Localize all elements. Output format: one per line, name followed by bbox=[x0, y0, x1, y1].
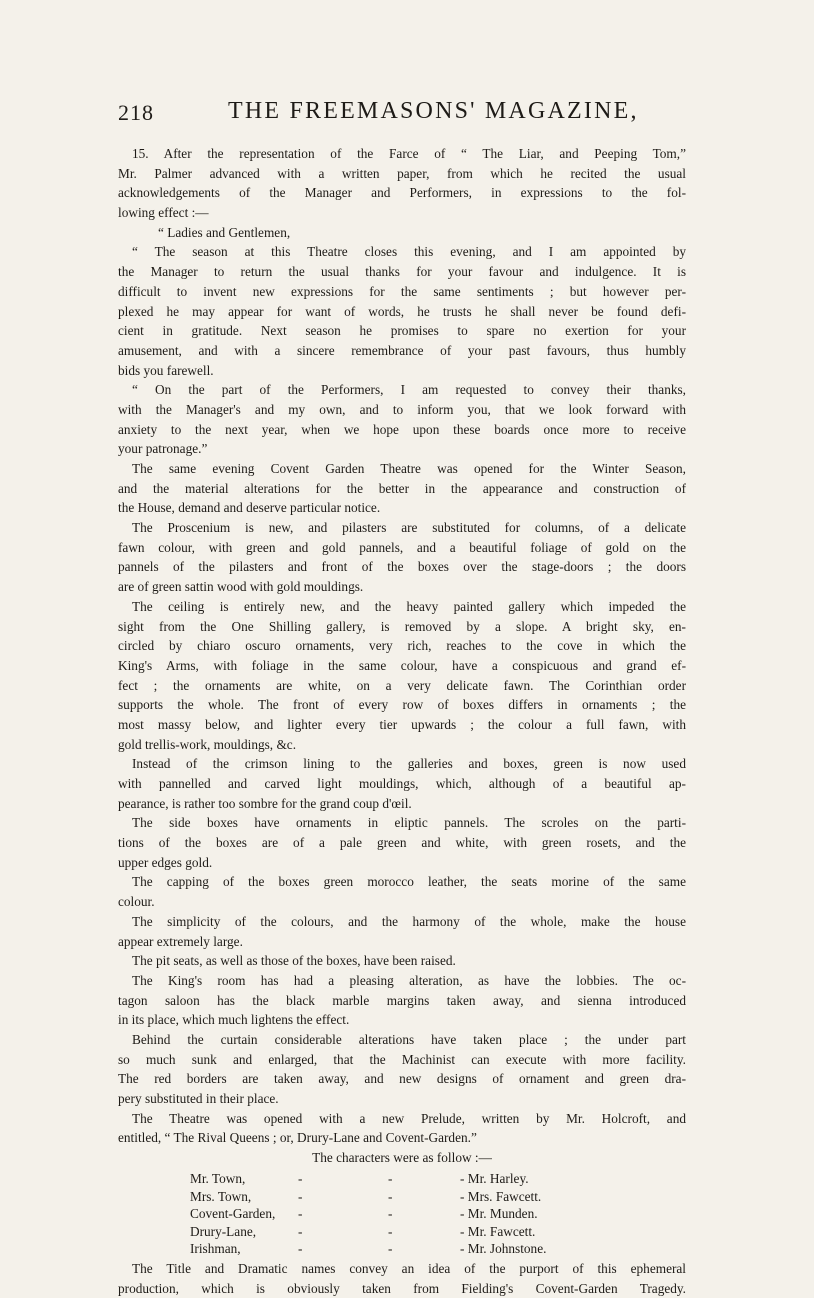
text-line: and the material alterations for the better in the appearance and construction of bbox=[118, 480, 686, 496]
page-header bbox=[118, 96, 698, 136]
text-line: in its place, which much lightens the effect. bbox=[118, 1012, 350, 1028]
cast-dash2: - bbox=[388, 1206, 393, 1222]
text-line: production, which is obviously taken from Fielding's Covent-Garden Tragedy. bbox=[118, 1280, 686, 1296]
text-line: upper edges gold. bbox=[118, 854, 213, 870]
text-line: sight from the One Shilling gallery, is removed by a slope. A bright sky, en- bbox=[118, 618, 686, 634]
cast-dash2: - bbox=[388, 1188, 393, 1204]
page-number: 218 bbox=[118, 100, 154, 125]
cast-dash1: - bbox=[298, 1188, 303, 1204]
text-line: anxiety to the next year, when we hope upon these boards once more to receive bbox=[118, 421, 686, 437]
text-line: entitled, “ The Rival Queens ; or, Drury-Lane and Covent-Garden.” bbox=[118, 1130, 477, 1146]
text-line: the Manager to return the usual thanks for your favour and indulgence. It is bbox=[118, 264, 686, 280]
text-line: tions of the boxes are of a pale green and white, with green rosets, and the bbox=[118, 835, 686, 851]
text-line: Instead of the crimson lining to the galleries and boxes, green is now used bbox=[132, 756, 686, 772]
text-line: appear extremely large. bbox=[118, 933, 243, 949]
text-line: pannels of the pilasters and front of the boxes over the stage-doors ; the doors bbox=[118, 559, 686, 575]
text-line: The red borders are taken away, and new designs of ornament and green dra- bbox=[118, 1071, 686, 1087]
cast-role: Covent-Garden, bbox=[190, 1206, 276, 1222]
cast-row bbox=[118, 1223, 686, 1241]
cast-role: Mr. Town, bbox=[190, 1171, 246, 1187]
cast-row bbox=[118, 1240, 686, 1258]
text-line: The King's room has had a pleasing alteration, as have the lobbies. The oc- bbox=[132, 972, 686, 988]
text-line: The capping of the boxes green morocco leather, the seats morine of the same bbox=[132, 874, 686, 890]
text-line: amusement, and with a sincere remembrance of your past favours, thus humbly bbox=[118, 342, 686, 358]
text-line: The side boxes have ornaments in eliptic pannels. The scroles on the parti- bbox=[132, 815, 686, 831]
cast-role: Drury-Lane, bbox=[190, 1223, 257, 1239]
text-line: The Proscenium is new, and pilasters are substituted for columns, of a delicate bbox=[132, 520, 686, 536]
cast-dash2: - bbox=[388, 1171, 393, 1187]
text-line: bids you farewell. bbox=[118, 362, 214, 378]
text-line: gold trellis-work, mouldings, &c. bbox=[118, 736, 297, 752]
cast-row bbox=[118, 1188, 686, 1206]
text-line: circled by chiaro oscuro ornaments, very rich, reaches to the cove in which the bbox=[118, 638, 686, 654]
text-line: The simplicity of the colours, and the harmony of the whole, make the house bbox=[132, 913, 686, 929]
text-line: 15. After the representation of the Farce of “ The Liar, and Peeping Tom,” bbox=[132, 146, 686, 161]
cast-actor: - Mrs. Fawcett. bbox=[460, 1188, 542, 1204]
text-line: are of green sattin wood with gold mouldings. bbox=[118, 579, 364, 595]
running-title: THE FREEMASONS' MAGAZINE, bbox=[228, 98, 639, 124]
text-line: plexed he may appear for want of words, he trusts he shall never be found defi- bbox=[118, 303, 686, 319]
text-line: The pit seats, as well as those of the boxes, have been raised. bbox=[132, 953, 456, 969]
cast-actor: - Mr. Fawcett. bbox=[460, 1223, 536, 1239]
text-line: difficult to invent new expressions for the same sentiments ; but however per- bbox=[118, 283, 686, 299]
cast-dash1: - bbox=[298, 1241, 303, 1257]
text-line: The Theatre was opened with a new Prelude, written by Mr. Holcroft, and bbox=[132, 1110, 686, 1126]
text-line: The Title and Dramatic names convey an idea of the purport of this ephemeral bbox=[132, 1260, 686, 1276]
text-line: pery substituted in their place. bbox=[118, 1091, 279, 1106]
text-line: colour. bbox=[118, 894, 155, 910]
text-line: cient in gratitude. Next season he promises to spare no exertion for your bbox=[118, 323, 686, 339]
cast-actor: - Mr. Munden. bbox=[460, 1206, 538, 1222]
text-line: so much sunk and enlarged, that the Machinist can execute with more facility. bbox=[118, 1051, 686, 1067]
text-line: “ On the part of the Performers, I am requested to convey their thanks, bbox=[132, 382, 686, 398]
article-body bbox=[118, 144, 686, 1168]
cast-row bbox=[118, 1170, 686, 1188]
text-line: “ Ladies and Gentlemen, bbox=[158, 224, 291, 240]
text-line: fect ; the ornaments are white, on a very delicate fawn. The Corinthian order bbox=[118, 677, 686, 693]
text-line: fawn colour, with green and gold pannels, and a beautiful foliage of gold on the bbox=[118, 539, 686, 555]
text-line: with the Manager's and my own, and to inform you, that we look forward with bbox=[118, 401, 686, 417]
cast-list bbox=[118, 1170, 686, 1258]
text-line: The ceiling is entirely new, and the heavy painted gallery which impeded the bbox=[132, 598, 686, 614]
cast-dash2: - bbox=[388, 1241, 393, 1257]
text-line: the House, demand and deserve particular notice. bbox=[118, 500, 381, 516]
text-line: The same evening Covent Garden Theatre was opened for the Winter Season, bbox=[132, 461, 686, 476]
text-line: lowing effect :— bbox=[118, 205, 209, 221]
cast-role: Mrs. Town, bbox=[190, 1188, 252, 1204]
cast-dash1: - bbox=[298, 1206, 303, 1222]
text-line: supports the whole. The front of every row of boxes differs in ornaments ; the bbox=[118, 697, 686, 713]
cast-dash2: - bbox=[388, 1223, 393, 1239]
text-line: Mr. Palmer advanced with a written paper, from which he recited the usual bbox=[118, 165, 686, 181]
text-line: King's Arms, with foliage in the same colour, have a conspicuous and grand ef- bbox=[118, 657, 686, 673]
text-line: pearance, is rather too sombre for the grand coup d'œil. bbox=[118, 795, 412, 811]
cast-dash1: - bbox=[298, 1171, 303, 1187]
text-line: with pannelled and carved light mouldings, which, although of a beautiful ap- bbox=[118, 776, 686, 791]
cast-actor: - Mr. Harley. bbox=[460, 1171, 529, 1187]
text-line: “ The season at this Theatre closes this evening, and I am appointed by bbox=[132, 244, 686, 260]
cast-row bbox=[118, 1205, 686, 1223]
text-line: The characters were as follow :— bbox=[312, 1150, 492, 1166]
text-line: most massy below, and lighter every tier upwards ; the colour a full fawn, with bbox=[118, 716, 686, 732]
cast-role: Irishman, bbox=[190, 1241, 241, 1257]
text-line: acknowledgements of the Manager and Performers, in expressions to the fol- bbox=[118, 185, 686, 201]
cast-actor: - Mr. Johnstone. bbox=[460, 1241, 547, 1257]
closing-paragraph bbox=[118, 1259, 686, 1298]
text-line: tagon saloon has the black marble margins taken away, and sienna introduced bbox=[118, 992, 686, 1008]
cast-dash1: - bbox=[298, 1223, 303, 1239]
text-line: Behind the curtain considerable alterations have taken place ; the under part bbox=[132, 1031, 686, 1047]
text-line: your patronage.” bbox=[118, 441, 208, 457]
